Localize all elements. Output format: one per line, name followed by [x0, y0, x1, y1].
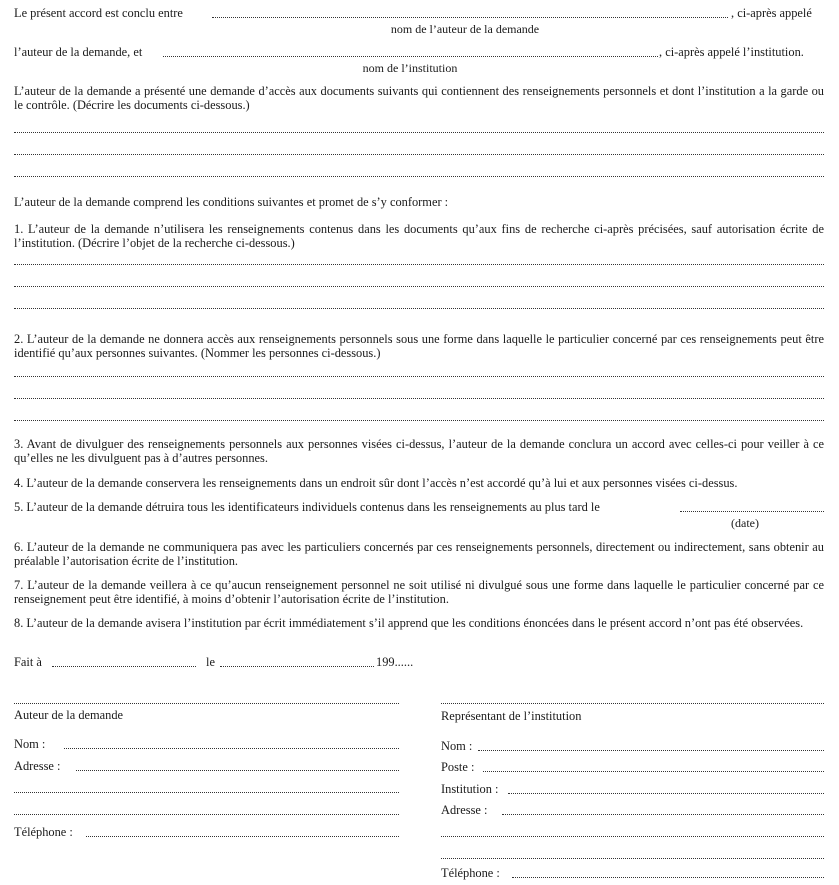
institution-institution-label: Institution :	[441, 782, 499, 796]
requester-adresse-field-3[interactable]	[14, 814, 399, 815]
requester-adresse-label: Adresse :	[14, 759, 61, 773]
year-label: 199......	[376, 655, 414, 669]
requester-signature-line[interactable]	[14, 703, 399, 704]
intro-line1-left: Le présent accord est conclu entre	[14, 6, 183, 20]
place-field[interactable]	[52, 666, 196, 667]
condition-4: 4. L’auteur de la demande conservera les renseignements dans un endroit sûr dont l’accès n’est accordé qu’à lui et aux personnes visées ci-dessus.	[14, 476, 738, 490]
date-signed-field[interactable]	[220, 666, 374, 667]
conditions-intro: L’auteur de la demande comprend les conditions suivantes et promet de s’y conformer :	[14, 195, 449, 209]
research-line-2[interactable]	[14, 286, 824, 287]
institution-adresse-field-2[interactable]	[441, 836, 824, 837]
caption-date: (date)	[731, 516, 759, 530]
condition-6: 6. L’auteur de la demande ne communiquera pas avec les particuliers concernés par ces renseignements personnels, directement ou indirectement, sans obtenir au préalable l’autorisation écrite de l’institution.	[14, 540, 824, 568]
institution-poste-label: Poste :	[441, 760, 475, 774]
research-line-3[interactable]	[14, 308, 824, 309]
fait-a-label: Fait à	[14, 655, 42, 669]
persons-line-1[interactable]	[14, 376, 824, 377]
intro-line2-right: , ci-après appelé l’institution.	[659, 45, 804, 59]
condition-7: 7. L’auteur de la demande veillera à ce qu’aucun renseignement personnel ne soit utilisé ni divulgué sous une forme dans laquelle le particulier concerné par ce renseignement peut être identifié, à moins d’obtenir l’autorisation écrite de l’institution.	[14, 578, 824, 606]
requester-telephone-label: Téléphone :	[14, 825, 73, 839]
requester-nom-field[interactable]	[64, 748, 399, 749]
requester-adresse-field-1[interactable]	[76, 770, 399, 771]
intro-line1-right: , ci-après appelé	[731, 6, 812, 20]
persons-line-3[interactable]	[14, 420, 824, 421]
institution-signature-line[interactable]	[441, 703, 824, 704]
institution-telephone-label: Téléphone :	[441, 866, 500, 880]
caption-requester-name: nom de l’auteur de la demande	[390, 22, 540, 36]
caption-institution-name: nom de l’institution	[362, 61, 458, 75]
institution-nom-field[interactable]	[478, 750, 824, 751]
condition-3: 3. Avant de divulguer des renseignements personnels aux personnes visées ci-dessus, l’auteur de la demande conclura un accord avec celles-ci pour veiller à ce qu’elles ne les divulguent pas à d’autres personnes.	[14, 437, 824, 465]
request-paragraph: L’auteur de la demande a présenté une demande d’accès aux documents suivants qui contiennent des renseignements personnels et dont l’institution a la garde ou le contrôle. (Décrire les documents ci-dessous.)	[14, 84, 824, 112]
condition-2: 2. L’auteur de la demande ne donnera accès aux renseignements personnels sous une forme dans laquelle le particulier concerné par ces renseignements peut être identifié qu’aux personnes suivantes. (Nommer les personnes ci-dessous.)	[14, 332, 824, 360]
requester-signature-title: Auteur de la demande	[14, 708, 124, 722]
requester-adresse-field-2[interactable]	[14, 792, 399, 793]
documents-line-3[interactable]	[14, 176, 824, 177]
persons-line-2[interactable]	[14, 398, 824, 399]
le-label: le	[206, 655, 215, 669]
destruction-date-field[interactable]	[680, 511, 824, 512]
documents-line-2[interactable]	[14, 154, 824, 155]
institution-nom-label: Nom :	[441, 739, 473, 753]
research-line-1[interactable]	[14, 264, 824, 265]
requester-name-field[interactable]	[212, 17, 728, 18]
institution-name-field[interactable]	[163, 56, 658, 57]
institution-telephone-field[interactable]	[512, 877, 824, 878]
documents-line-1[interactable]	[14, 132, 824, 133]
condition-1: 1. L’auteur de la demande n’utilisera les renseignements contenus dans les documents qu’aux fins de recherche ci-après précisées, sauf autorisation écrite de l’institution. (Décrire l’objet de la recherche ci-dessous.)	[14, 222, 824, 250]
institution-signature-title: Représentant de l’institution	[441, 709, 582, 723]
institution-poste-field[interactable]	[483, 771, 824, 772]
requester-nom-label: Nom :	[14, 737, 46, 751]
intro-line2-left: l’auteur de la demande, et	[14, 45, 143, 59]
institution-adresse-label: Adresse :	[441, 803, 488, 817]
condition-8: 8. L’auteur de la demande avisera l’institution par écrit immédiatement s’il apprend que les conditions énoncées dans le présent accord n’ont pas été observées.	[14, 616, 804, 630]
institution-adresse-field-1[interactable]	[502, 814, 824, 815]
condition-5: 5. L’auteur de la demande détruira tous les identificateurs individuels contenus dans les renseignements au plus tard le	[14, 500, 600, 514]
requester-telephone-field[interactable]	[86, 836, 399, 837]
institution-adresse-field-3[interactable]	[441, 858, 824, 859]
institution-institution-field[interactable]	[508, 793, 824, 794]
